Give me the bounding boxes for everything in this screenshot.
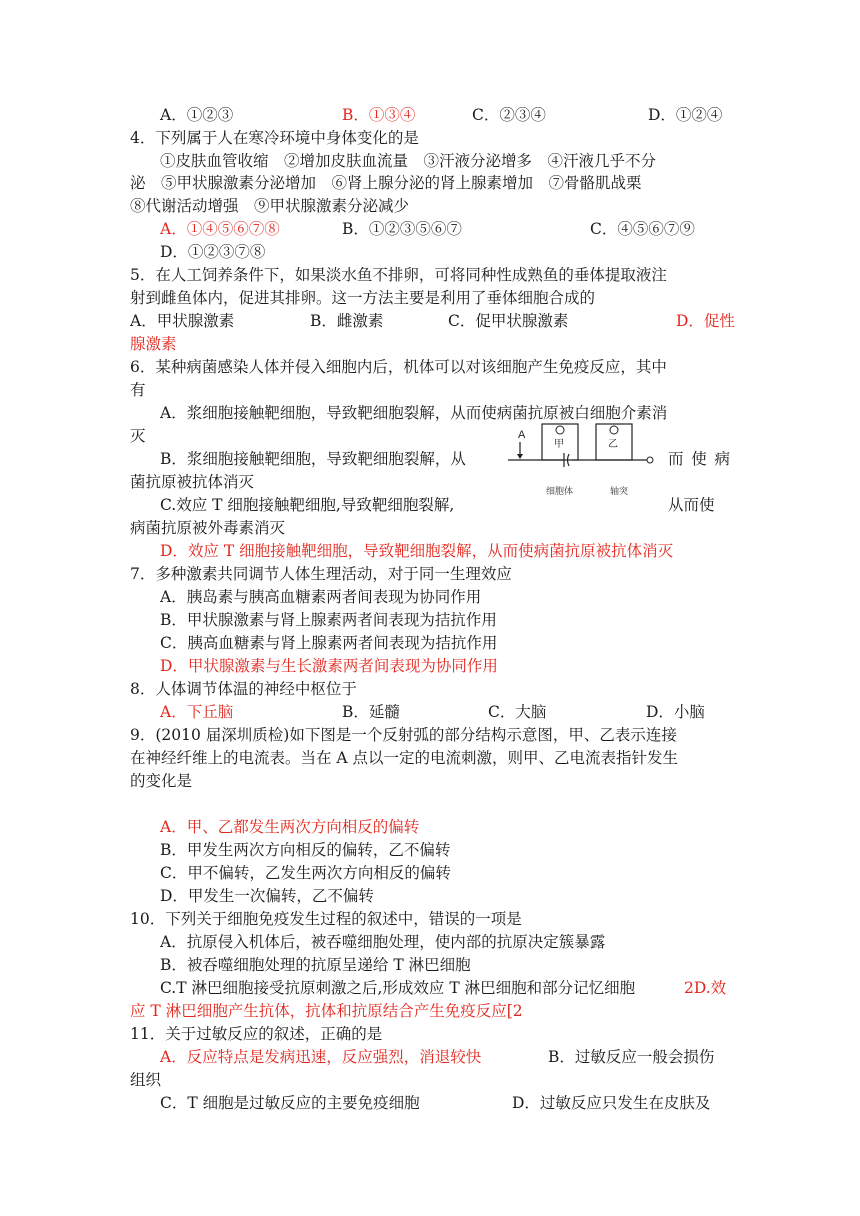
q10-option-b: B．被吞噬细胞处理的抗原呈递给 T 淋巴细胞 xyxy=(160,956,471,974)
q6-stem-2: 有 xyxy=(130,381,146,399)
q9-stem-1: 9．(2010 届深圳质检)如下图是一个反射弧的部分结构示意图，甲、乙表示连接 xyxy=(130,726,677,744)
q10-option-d-2: 应 T 淋巴细胞产生抗体，抗体和抗原结合产生免疫反应[2 xyxy=(130,1002,523,1020)
q9-option-d: D．甲发生一次偏转，乙不偏转 xyxy=(160,887,374,905)
q9-option-b: B．甲发生两次方向相反的偏转，乙不偏转 xyxy=(160,841,451,859)
q7-option-d: D．甲状腺激素与生长激素两者间表现为协同作用 xyxy=(160,657,498,675)
cell-body-label: 细胞体 xyxy=(546,487,574,497)
axon-label: 轴突 xyxy=(610,487,629,497)
q7-option-c: C．胰高血糖素与肾上腺素两者间表现为拮抗作用 xyxy=(160,634,498,652)
q6-option-c-2: 病菌抗原被外毒素消灭 xyxy=(130,519,286,537)
q4-option-b: B．①②③⑤⑥⑦ xyxy=(342,220,462,238)
q3-option-c: C．②③④ xyxy=(472,106,546,124)
q4-items-2: ⑧代谢活动增强 ⑨甲状腺激素分泌减少 xyxy=(130,197,410,215)
point-a-label: A xyxy=(518,429,526,441)
q6-option-a-2: 灭 xyxy=(130,427,146,445)
reflex-arc-svg xyxy=(506,418,656,500)
q4-items-1b: 泌 ⑤甲状腺激素分泌增加 ⑥肾上腺分泌的肾上腺素增加 ⑦骨骼肌战栗 xyxy=(130,174,642,192)
meter-jia-dial xyxy=(556,426,564,434)
q3-option-b: B．①③④ xyxy=(342,106,416,124)
q7-stem: 7．多种激素共同调节人体生理活动，对于同一生理效应 xyxy=(130,565,512,583)
q10-option-a: A．抗原侵入机体后，被吞噬细胞处理，使内部的抗原决定簇暴露 xyxy=(160,933,606,951)
q6-option-b-tail xyxy=(668,448,730,470)
meter-jia-label: 甲 xyxy=(554,439,564,450)
q11-option-b-1: B．过敏反应一般会损伤 xyxy=(548,1048,715,1066)
q5-stem-2: 射到雌鱼体内，促进其排卵。这一方法主要是利用了垂体细胞合成的 xyxy=(130,289,596,307)
q6-option-b-tail-text: 而 使 病 xyxy=(668,450,730,468)
q8-option-a: A．下丘脑 xyxy=(160,703,234,721)
fiber-end xyxy=(647,457,653,463)
q10-option-d-1: 2D.效 xyxy=(684,979,727,997)
q6-stem-1: 6．某种病菌感染人体并侵入细胞内后，机体可以对该细胞产生免疫反应，其中 xyxy=(130,358,667,376)
reflex-arc-diagram xyxy=(506,418,656,500)
q4-option-c: C．④⑤⑥⑦⑨ xyxy=(590,220,695,238)
q11-stem: 11．关于过敏反应的叙述，正确的是 xyxy=(130,1025,383,1043)
q11-option-a: A．反应特点是发病迅速，反应强烈，消退较快 xyxy=(160,1048,482,1066)
q6-option-c-tail: 从而使 xyxy=(668,496,715,514)
q4-option-a: A．①④⑤⑥⑦⑧ xyxy=(160,220,280,238)
q5-option-d-1: D．促性 xyxy=(676,312,735,330)
q8-option-d: D．小脑 xyxy=(646,703,705,721)
q4-stem: 4．下列属于人在寒冷环境中身体变化的是 xyxy=(130,129,419,147)
stimulus-arrowhead xyxy=(517,454,523,459)
q5-option-a: A．甲状腺激素 xyxy=(130,312,235,330)
q8-stem: 8．人体调节体温的神经中枢位于 xyxy=(130,680,357,698)
q5-option-c: C．促甲状腺激素 xyxy=(448,312,569,330)
q3-option-d: D．①②④ xyxy=(648,106,723,124)
q6-option-b-2: 菌抗原被抗体消灭 xyxy=(130,473,255,491)
q5-stem-1: 5．在人工饲养条件下，如果淡水鱼不排卵，可将同种性成熟鱼的垂体提取液注 xyxy=(130,266,667,284)
q5-option-b: B．雌激素 xyxy=(310,312,384,330)
q3-option-a: A．①②③ xyxy=(160,106,234,124)
q10-option-c: C.T 淋巴细胞接受抗原刺激之后,形成效应 T 淋巴细胞和部分记忆细胞 xyxy=(160,979,636,997)
q6-option-d: D．效应 T 细胞接触靶细胞，导致靶细胞裂解，从而使病菌抗原被抗体消灭 xyxy=(160,542,674,560)
q8-option-c: C．大脑 xyxy=(488,703,547,721)
q4-option-d: D．①②③⑦⑧ xyxy=(160,243,266,261)
q6-option-c-1: C.效应 T 细胞接触靶细胞,导致靶细胞裂解, xyxy=(160,496,455,514)
q11-option-c: C．T 细胞是过敏反应的主要免疫细胞 xyxy=(160,1094,420,1112)
q11-option-b-2: 组织 xyxy=(130,1071,162,1089)
q7-option-b: B．甲状腺激素与肾上腺素两者间表现为拮抗作用 xyxy=(160,611,497,629)
q9-option-a: A．甲、乙都发生两次方向相反的偏转 xyxy=(160,818,420,836)
meter-yi-label: 乙 xyxy=(608,439,618,450)
q8-option-b: B．延髓 xyxy=(342,703,400,721)
q9-stem-3: 的变化是 xyxy=(130,772,193,790)
q5-option-d-2: 腺激素 xyxy=(130,335,177,353)
q7-option-a: A．胰岛素与胰高血糖素两者间表现为协同作用 xyxy=(160,588,482,606)
q6-option-a-1: A．浆细胞接触靶细胞，导致靶细胞裂解，从而使病菌抗原被白细胞介素消 xyxy=(160,404,668,422)
meter-yi-dial xyxy=(610,426,618,434)
q11-option-d: D．过敏反应只发生在皮肤及 xyxy=(512,1094,711,1112)
q10-stem: 10．下列关于细胞免疫发生过程的叙述中，错误的一项是 xyxy=(130,910,522,928)
q9-option-c: C．甲不偏转，乙发生两次方向相反的偏转 xyxy=(160,864,451,882)
q4-items-1a: ①皮肤血管收缩 ②增加皮肤血流量 ③汗液分泌增多 ④汗液几乎不分 xyxy=(160,152,657,170)
q6-option-b-1: B．浆细胞接触靶细胞，导致靶细胞裂解，从 xyxy=(160,450,466,468)
q9-stem-2: 在神经纤维上的电流表。当在 A 点以一定的电流刺激，则甲、乙电流表指针发生 xyxy=(130,749,679,767)
